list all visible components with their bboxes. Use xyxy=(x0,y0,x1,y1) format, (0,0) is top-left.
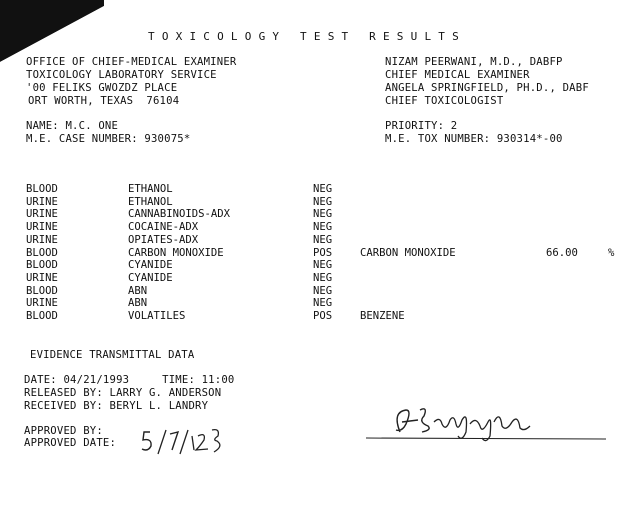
released-by: RELEASED BY: LARRY G. ANDERSON xyxy=(24,387,222,399)
result-specimen: BLOOD xyxy=(26,183,58,195)
result-test: CYANIDE xyxy=(128,271,173,284)
result-status: NEG xyxy=(313,233,333,246)
result-status: NEG xyxy=(313,221,333,234)
report-title: TOXICOLOGY TEST RESULTS xyxy=(148,30,466,43)
result-status: POS xyxy=(313,246,333,259)
staff-line: CHIEF MEDICAL EXAMINER xyxy=(385,69,530,81)
result-status: NEG xyxy=(313,195,333,208)
result-test: CARBON MONOXIDE xyxy=(128,246,224,259)
approved-date-label: APPROVED DATE: xyxy=(24,437,117,449)
office-line: '00 FELIKS GWOZDZ PLACE xyxy=(26,82,178,94)
staff-line: NIZAM PEERWANI, M.D., DABFP xyxy=(385,56,563,68)
staff-line: ANGELA SPRINGFIELD, PH.D., DABF xyxy=(385,82,589,94)
result-specimen: URINE xyxy=(26,195,58,208)
handwritten-approved-date xyxy=(140,426,240,456)
signature-mark xyxy=(362,402,612,447)
me-tox-number: M.E. TOX NUMBER: 930314*-00 xyxy=(385,133,563,145)
result-status: NEG xyxy=(313,297,333,310)
result-status: NEG xyxy=(313,183,333,195)
result-specimen: URINE xyxy=(26,297,58,310)
result-specimen: BLOOD xyxy=(26,246,58,259)
result-specimen: BLOOD xyxy=(26,259,58,272)
office-line: OFFICE OF CHIEF-MEDICAL EXAMINER xyxy=(26,56,237,68)
result-status: NEG xyxy=(313,271,333,284)
result-value: 66.00 xyxy=(546,246,578,259)
result-test: ETHANOL xyxy=(128,183,173,195)
result-specimen: BLOOD xyxy=(26,310,58,322)
result-unit: % xyxy=(608,246,615,259)
received-by: RECEIVED BY: BERYL L. LANDRY xyxy=(24,400,209,412)
result-specimen: BLOOD xyxy=(26,284,58,297)
result-test: VOLATILES xyxy=(128,310,186,322)
result-test: CYANIDE xyxy=(128,259,173,272)
result-test: ETHANOL xyxy=(128,195,173,208)
result-finding: CARBON MONOXIDE xyxy=(360,246,456,259)
office-line: TOXICOLOGY LABORATORY SERVICE xyxy=(26,69,217,81)
office-line: ORT WORTH, TEXAS 76104 xyxy=(28,95,180,107)
evidence-heading: EVIDENCE TRANSMITTAL DATA xyxy=(30,349,195,361)
me-case-number: M.E. CASE NUMBER: 930075* xyxy=(26,133,191,145)
result-test: COCAINE-ADX xyxy=(128,221,199,234)
case-name: NAME: M.C. ONE xyxy=(26,120,119,132)
result-test: ABN xyxy=(128,284,148,297)
staff-line: CHIEF TOXICOLOGIST xyxy=(385,95,504,107)
result-specimen: URINE xyxy=(26,233,58,246)
result-test: ABN xyxy=(128,297,148,310)
result-test: CANNABINOIDS-ADX xyxy=(128,208,231,221)
result-status: NEG xyxy=(313,284,333,297)
evidence-date-time: DATE: 04/21/1993 TIME: 11:00 xyxy=(24,374,235,386)
result-specimen: URINE xyxy=(26,221,58,234)
result-specimen: URINE xyxy=(26,208,58,221)
result-specimen: URINE xyxy=(26,271,58,284)
result-status: NEG xyxy=(313,259,333,272)
result-test: OPIATES-ADX xyxy=(128,233,199,246)
result-status: POS xyxy=(313,310,333,322)
result-finding: BENZENE xyxy=(360,310,405,322)
result-status: NEG xyxy=(313,208,333,221)
priority: PRIORITY: 2 xyxy=(385,120,458,132)
approved-by-label: APPROVED BY: xyxy=(24,425,103,437)
